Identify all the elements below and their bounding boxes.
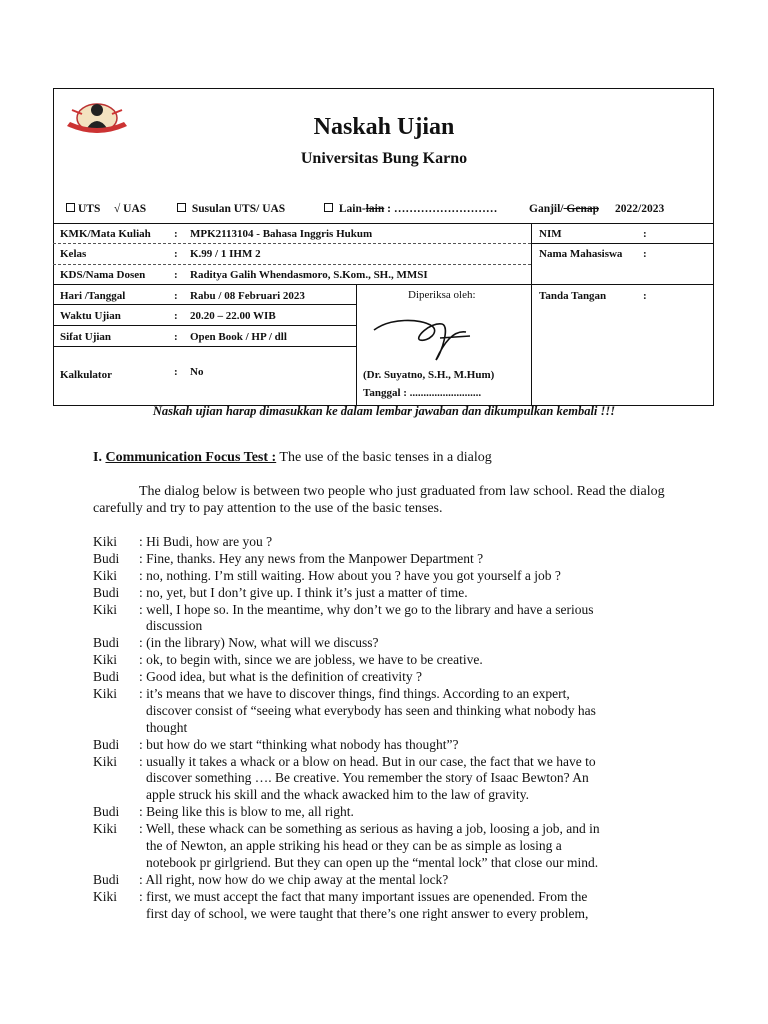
- intro-paragraph: The dialog below is between two people who just graduated from law school. Read the dialog carefully and try to pay attention to the use of the basic tenses.: [93, 484, 665, 516]
- dialog-line: [93, 669, 683, 686]
- nama-label: Nama Mahasiswa: [539, 248, 623, 260]
- divider: [53, 346, 356, 347]
- divider: [53, 264, 531, 265]
- dialog-text: : no, nothing. I’m still waiting. How about you ? have you got yourself a job ?: [139, 567, 561, 583]
- divider: [531, 284, 714, 285]
- dialog-text: the of Newton, an apple striking his head or they can be as simple as losing a: [146, 838, 562, 854]
- dialog-line: [93, 838, 683, 855]
- dialog-speaker: Budi: [93, 584, 120, 600]
- dialog-line: [93, 551, 683, 568]
- submission-notice: Naskah ujian harap dimasukkan ke dalam lembar jawaban dan dikumpulkan kembali !!!: [152, 404, 616, 418]
- kmk-value: MPK2113104 - Bahasa Inggris Hukum: [190, 228, 373, 240]
- divider: [356, 284, 357, 406]
- dialog-speaker: Kiki: [93, 567, 118, 583]
- dialog-speaker: Budi: [93, 635, 120, 651]
- exam-type-uts: UTS: [66, 203, 100, 215]
- dialog-text: : Hi Budi, how are you ?: [139, 534, 273, 549]
- dialog-text: : first, we must accept the fact that many important issues are openended. From the: [139, 888, 588, 904]
- kelas-label: Kelas: [60, 248, 87, 260]
- dosen-label: KDS/Nama Dosen: [60, 269, 146, 281]
- colon: :: [174, 331, 178, 343]
- dialog-line: [93, 635, 683, 652]
- dialog-line: [93, 618, 683, 635]
- dialog-text: : but how do we start “thinking what nobody has thought”?: [139, 736, 459, 752]
- divider: [531, 243, 714, 244]
- kalkulator-label: Kalkulator: [60, 369, 112, 381]
- colon: :: [174, 248, 178, 260]
- divider: [531, 223, 532, 406]
- dialog: [93, 534, 683, 922]
- colon: :: [643, 248, 647, 260]
- exam-type-lain: Lain-lain : ………………………: [324, 203, 497, 215]
- dialog-speaker: Kiki: [93, 753, 118, 769]
- dialog-speaker: Budi: [93, 736, 120, 752]
- nim-label: NIM: [539, 228, 562, 240]
- divider: [53, 284, 531, 285]
- hari-label: Hari /Tanggal: [60, 290, 126, 302]
- waktu-value: 20.20 – 22.00 WIB: [190, 310, 276, 322]
- colon: :: [174, 269, 178, 281]
- divider: [53, 325, 356, 326]
- dialog-speaker: Budi: [93, 871, 120, 887]
- dialog-text: : no, yet, but I don’t give up. I think it’s just a matter of time.: [139, 584, 468, 600]
- semester: Ganjil/ Genap: [529, 203, 599, 215]
- dialog-line: [93, 652, 683, 669]
- signature-icon: [370, 312, 476, 364]
- dialog-text: : well, I hope so. In the meantime, why don’t we go to the library and have a serious: [139, 601, 594, 617]
- dialog-line: [93, 602, 683, 619]
- dialog-line: [93, 703, 683, 720]
- dialog-line: [93, 855, 683, 872]
- kmk-label: KMK/Mata Kuliah: [60, 228, 151, 240]
- colon: :: [174, 366, 178, 378]
- dialog-speaker: Kiki: [93, 601, 118, 617]
- dialog-line: [93, 568, 683, 585]
- colon: :: [174, 228, 178, 240]
- dialog-speaker: Kiki: [93, 534, 118, 549]
- page-title: Naskah Ujian: [313, 114, 455, 140]
- checkbox-icon: [324, 203, 333, 212]
- dialog-text: : Well, these whack can be something as serious as having a job, loosing a job, and in: [139, 821, 600, 837]
- divider: [53, 243, 531, 244]
- dialog-speaker: Kiki: [93, 888, 118, 904]
- kalkulator-value: No: [190, 366, 204, 378]
- verification-date: Tanggal : ..........................: [363, 387, 482, 399]
- verified-by-label: Diperiksa oleh:: [408, 289, 476, 301]
- dialog-text: notebook pr girlgriend. But they can open up the “mental lock” that close our mind.: [146, 854, 599, 870]
- colon: :: [174, 290, 178, 302]
- dialog-line: [93, 534, 683, 551]
- university-name: Universitas Bung Karno: [300, 150, 468, 167]
- dialog-line: [93, 906, 683, 923]
- divider: [53, 223, 714, 224]
- dialog-text: discussion: [146, 618, 203, 634]
- checkbox-icon: [177, 203, 186, 212]
- ttd-label: Tanda Tangan: [539, 290, 607, 302]
- dialog-text: : (in the library) Now, what will we discuss?: [139, 635, 379, 651]
- dialog-line: [93, 787, 683, 804]
- waktu-label: Waktu Ujian: [60, 310, 121, 322]
- exam-type-uas: √ UAS: [114, 203, 147, 215]
- colon: :: [643, 290, 647, 302]
- dialog-speaker: Kiki: [93, 686, 118, 702]
- hari-value: Rabu / 08 Februari 2023: [190, 290, 305, 302]
- dialog-line: [93, 737, 683, 754]
- dialog-line: [93, 804, 683, 821]
- dialog-line: [93, 720, 683, 737]
- dialog-line: [93, 821, 683, 838]
- dialog-line: [93, 770, 683, 787]
- dialog-line: [93, 872, 683, 889]
- sifat-label: Sifat Ujian: [60, 331, 112, 343]
- dialog-speaker: Budi: [93, 550, 120, 566]
- dialog-text: : it’s means that we have to discover things, find things. According to an expert,: [139, 686, 570, 702]
- dialog-text: thought: [146, 719, 188, 735]
- colon: :: [174, 310, 178, 322]
- dialog-text: : All right, now how do we chip away at the mental lock?: [139, 871, 449, 887]
- dialog-line: [93, 686, 683, 703]
- section-heading: I. Communication Focus Test : The use of the basic tenses in a dialog: [93, 450, 492, 465]
- dialog-text: discover consist of “seeing what everybody has seen and thinking what nobody has: [146, 702, 596, 718]
- dialog-speaker: Kiki: [93, 821, 118, 837]
- checkbox-icon: [66, 203, 75, 212]
- dialog-text: : Fine, thanks. Hey any news from the Manpower Department ?: [139, 550, 484, 566]
- dialog-line: [93, 585, 683, 602]
- verifier-name: (Dr. Suyatno, S.H., M.Hum): [363, 369, 495, 381]
- dosen-value: Raditya Galih Whendasmoro, S.Kom., SH., MMSI: [190, 269, 428, 281]
- dialog-line: [93, 754, 683, 771]
- sifat-value: Open Book / HP / dll: [190, 331, 287, 343]
- dialog-speaker: Budi: [93, 804, 120, 820]
- dialog-text: : Being like this is blow to me, all right.: [139, 804, 354, 820]
- dialog-text: apple struck his skill and the whack awacked him to the law of gravity.: [146, 787, 530, 803]
- divider: [53, 304, 356, 305]
- colon: :: [643, 228, 647, 240]
- dialog-line: [93, 889, 683, 906]
- dialog-speaker: Kiki: [93, 652, 118, 668]
- dialog-text: discover something …. Be creative. You remember the story of Isaac Bewton? An: [146, 770, 589, 786]
- dialog-text: : ok, to begin with, since we are jobless, we have to be creative.: [139, 652, 483, 668]
- dialog-text: first day of school, we were taught that there’s one right answer to every problem,: [146, 905, 589, 921]
- exam-type-susulan: Susulan UTS/ UAS: [177, 203, 285, 215]
- dialog-speaker: Budi: [93, 669, 120, 685]
- kelas-value: K.99 / 1 IHM 2: [190, 248, 261, 260]
- academic-year: 2022/2023: [615, 203, 665, 215]
- dialog-text: : usually it takes a whack or a blow on head. But in our case, the fact that we have to: [139, 753, 596, 769]
- dialog-text: : Good idea, but what is the definition of creativity ?: [139, 669, 423, 685]
